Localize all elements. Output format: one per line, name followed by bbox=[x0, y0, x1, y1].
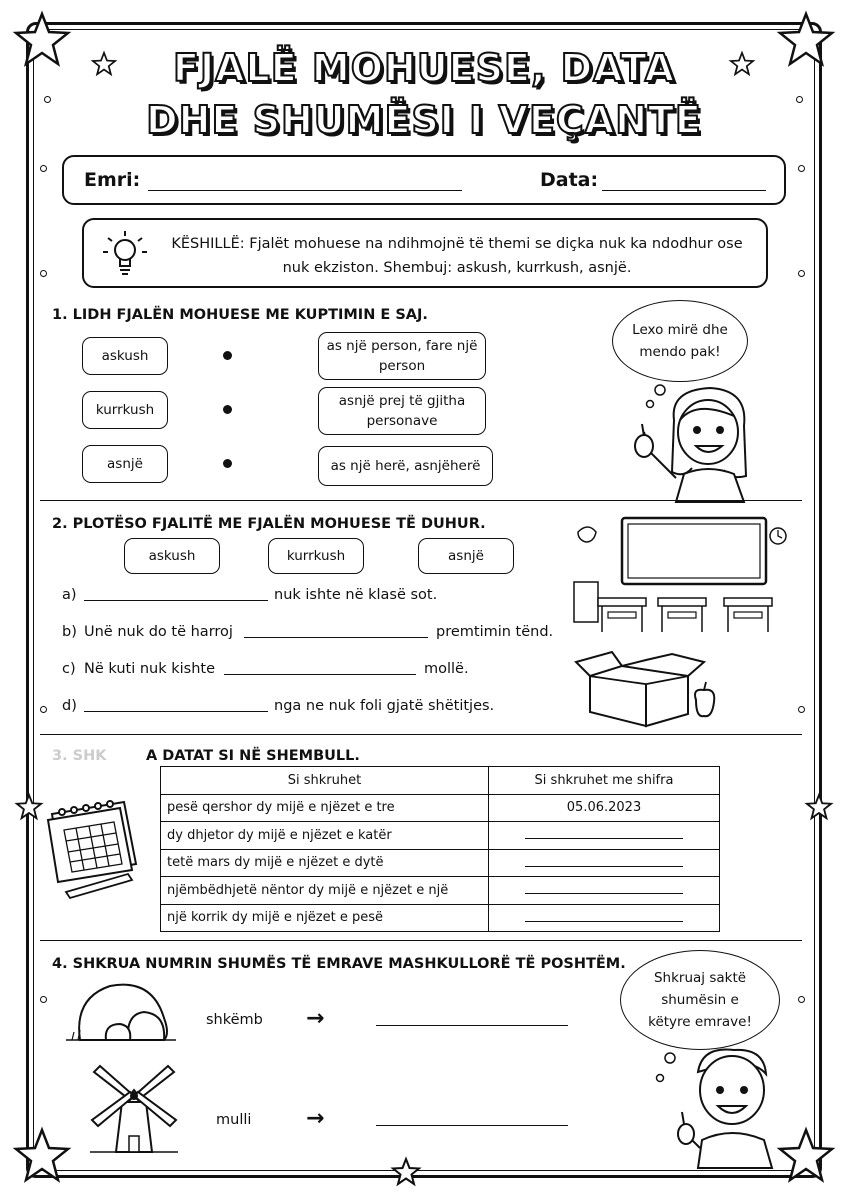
name-field[interactable] bbox=[148, 190, 462, 191]
title-line-2: DHE SHUMËSI I VEÇANTË bbox=[146, 98, 702, 142]
table-row bbox=[161, 794, 720, 822]
match-dot[interactable] bbox=[223, 351, 232, 360]
meaning-2[interactable]: asnjë prej të gjitha personave bbox=[318, 387, 486, 435]
decor-dot bbox=[40, 270, 47, 277]
section3-title: A DATAT SI NË SHEMBULL. bbox=[146, 748, 360, 764]
match-dot[interactable] bbox=[223, 405, 232, 414]
calendar-illustration bbox=[44, 794, 148, 898]
title-line-1: FJALË MOHUESE, DATA bbox=[172, 46, 675, 90]
decor-dot bbox=[798, 165, 805, 172]
section-divider bbox=[40, 940, 802, 941]
sentence-d-letter: d) bbox=[62, 698, 77, 714]
tip-text: KËSHILLË: Fjalët mohuese na ndihmojnë të themi se diçka nuk ka ndodhur ose nuk ekziston. Shembuj: askush, kurrkush, asnjë. bbox=[171, 236, 743, 276]
row-answer-field[interactable] bbox=[489, 822, 720, 850]
sentence-b-before: Unë nuk do të harroj bbox=[84, 624, 233, 640]
sentence-a-blank[interactable] bbox=[84, 600, 268, 601]
sentence-d-after: nga ne nuk foli gjatë shëtitjes. bbox=[274, 698, 495, 714]
classroom-illustration bbox=[572, 514, 798, 638]
plural-answer-field[interactable] bbox=[376, 1025, 568, 1026]
sentence-c-after: mollë. bbox=[424, 661, 469, 677]
section-divider bbox=[40, 734, 802, 735]
arrow-right-icon: → bbox=[306, 1106, 325, 1131]
sentence-c-blank[interactable] bbox=[224, 674, 416, 675]
speech-bubble-boy-text: Shkruaj saktë shumësin e këtyre emrave! bbox=[648, 970, 752, 1030]
arrow-right-icon: → bbox=[306, 1006, 325, 1031]
decor-dot bbox=[40, 996, 47, 1003]
section3-title-faded: 3. SHK bbox=[52, 748, 107, 764]
row-answer-field[interactable] bbox=[489, 904, 720, 932]
tip-box bbox=[82, 218, 768, 288]
windmill-illustration bbox=[86, 1060, 182, 1160]
option-asnje[interactable]: asnjë bbox=[418, 538, 514, 574]
girl-illustration bbox=[630, 380, 760, 502]
option-kurrkush[interactable]: kurrkush bbox=[268, 538, 364, 574]
row-answer-field[interactable] bbox=[489, 849, 720, 877]
row-words: tetë mars dy mijë e njëzet e dytë bbox=[161, 849, 489, 877]
sentence-a-after: nuk ishte në klasë sot. bbox=[274, 587, 438, 603]
row-answer-field[interactable] bbox=[489, 877, 720, 905]
rock-illustration bbox=[66, 978, 176, 1048]
sentence-a-letter: a) bbox=[62, 587, 77, 603]
small-star-icon bbox=[806, 794, 832, 820]
option-askush[interactable]: askush bbox=[124, 538, 220, 574]
date-label: Data: bbox=[540, 169, 599, 191]
star-icon bbox=[778, 1128, 834, 1184]
speech-bubble-boy bbox=[620, 950, 780, 1050]
section2-title: 2. PLOTËSO FJALITË ME FJALËN MOHUESE TË DUHUR. bbox=[52, 516, 486, 532]
table-row bbox=[161, 877, 720, 905]
table-header-words: Si shkruhet bbox=[161, 767, 489, 795]
decor-dot bbox=[798, 996, 805, 1003]
boy-illustration bbox=[672, 1044, 784, 1168]
decor-dot bbox=[798, 706, 805, 713]
date-field[interactable] bbox=[602, 190, 766, 191]
small-star-icon bbox=[392, 1158, 420, 1186]
sentence-b-blank[interactable] bbox=[244, 637, 428, 638]
match-dot[interactable] bbox=[223, 459, 232, 468]
dates-table bbox=[160, 766, 720, 932]
star-icon bbox=[14, 1128, 70, 1184]
section1-title: 1. LIDH FJALËN MOHUESE ME KUPTIMIN E SAJ. bbox=[52, 307, 428, 323]
meaning-3[interactable]: as një herë, asnjëherë bbox=[318, 446, 493, 486]
noun-shkemb: shkëmb bbox=[206, 1012, 263, 1028]
name-date-box bbox=[62, 155, 786, 205]
row-words: dy dhjetor dy mijë e njëzet e katër bbox=[161, 822, 489, 850]
table-row bbox=[161, 849, 720, 877]
word-askush[interactable]: askush bbox=[82, 337, 168, 375]
decor-dot bbox=[798, 270, 805, 277]
decor-dot bbox=[40, 706, 47, 713]
row-words: një korrik dy mijë e njëzet e pesë bbox=[161, 904, 489, 932]
row-words: pesë qershor dy mijë e njëzet e tre bbox=[161, 794, 489, 822]
section4-title: 4. SHKRUA NUMRIN SHUMËS TË EMRAVE MASHKULLORË TË POSHTËM. bbox=[52, 956, 626, 972]
plural-answer-field[interactable] bbox=[376, 1125, 568, 1126]
sentence-c-letter: c) bbox=[62, 661, 76, 677]
section-divider bbox=[40, 500, 802, 501]
box-apple-illustration bbox=[576, 648, 726, 728]
lightbulb-icon bbox=[98, 228, 152, 282]
table-header-digits: Si shkruhet me shifra bbox=[489, 767, 720, 795]
meaning-1[interactable]: as një person, fare një person bbox=[318, 332, 486, 380]
noun-mulli: mulli bbox=[216, 1112, 252, 1128]
sentence-b-after: premtimin tënd. bbox=[436, 624, 554, 640]
table-row bbox=[161, 904, 720, 932]
small-star-icon bbox=[16, 794, 42, 820]
sentence-d-blank[interactable] bbox=[84, 711, 268, 712]
decor-dot bbox=[40, 165, 47, 172]
name-label: Emri: bbox=[84, 169, 141, 191]
table-row bbox=[161, 822, 720, 850]
sentence-c-before: Në kuti nuk kishte bbox=[84, 661, 216, 677]
speech-bubble-girl: Lexo mirë dhe mendo pak! bbox=[612, 300, 748, 382]
row-words: njëmbëdhjetë nëntor dy mijë e njëzet e një bbox=[161, 877, 489, 905]
word-kurrkush[interactable]: kurrkush bbox=[82, 391, 168, 429]
sentence-b-letter: b) bbox=[62, 624, 77, 640]
word-asnje[interactable]: asnjë bbox=[82, 445, 168, 483]
row-digits: 05.06.2023 bbox=[489, 794, 720, 822]
